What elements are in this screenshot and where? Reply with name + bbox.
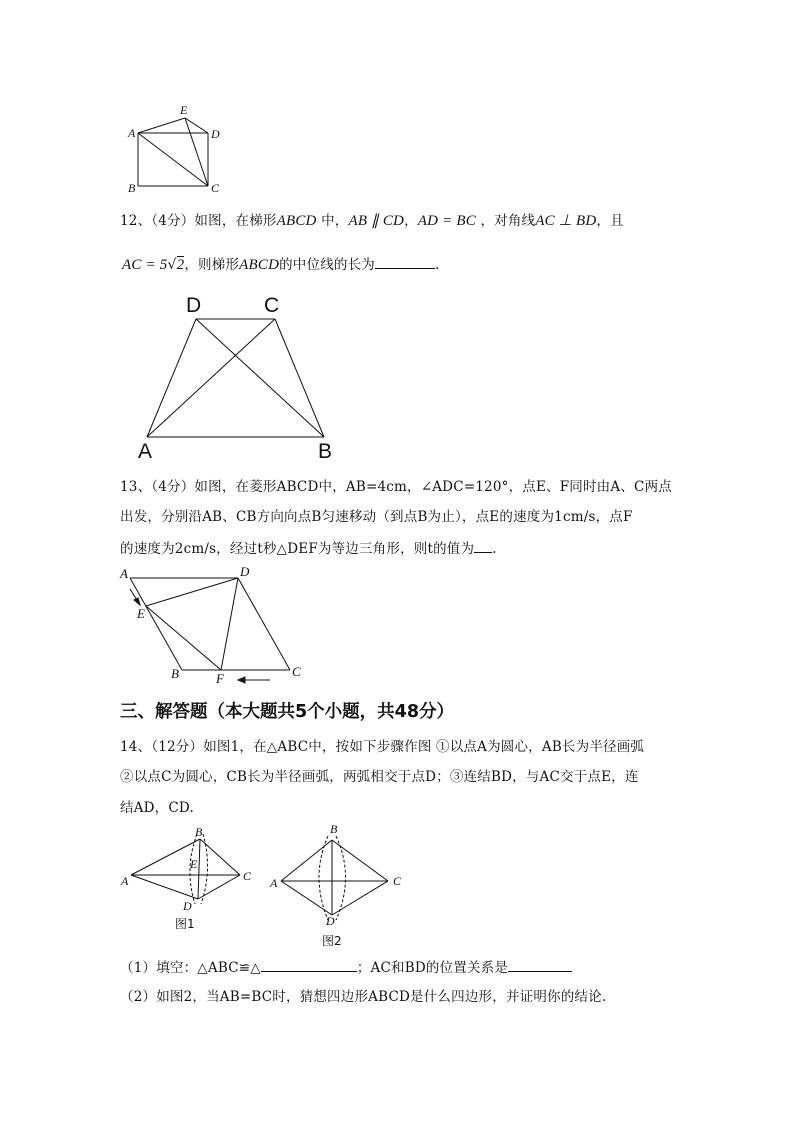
fig2-label-a: A xyxy=(270,876,278,890)
q14-line1: 14、（12分）如图1，在△ABC中，按如下步骤作图 ①以点A为圆心，AB长为半径画弧 xyxy=(120,739,645,755)
q12-mid2: ，对角线 xyxy=(475,213,536,229)
q13-label-f: F xyxy=(216,671,224,686)
q13-label-c: C xyxy=(292,664,301,679)
q12-cond3: AC ⊥ BD xyxy=(535,213,597,229)
q12-sqrt-sign: √ xyxy=(167,257,177,273)
q11-label-b: B xyxy=(128,181,136,195)
q14-line3: 结AD，CD. xyxy=(120,800,194,816)
q11-label-d: D xyxy=(211,127,220,141)
q13-label-d: D xyxy=(240,564,250,579)
q12-cond1: AB ∥ CD xyxy=(348,213,405,229)
q12-label-d: D xyxy=(186,294,202,317)
fig1-caption: 图1 xyxy=(175,917,195,931)
fig1-label-a: A xyxy=(121,874,129,888)
q12-abcd: ABCD xyxy=(276,213,317,229)
q11-label-c: C xyxy=(211,181,220,195)
q12-cond2: AD = BC xyxy=(417,213,476,229)
q13-label-e: E xyxy=(137,606,145,621)
q11-label-a: A xyxy=(128,126,136,140)
q13-label-b: B xyxy=(171,666,179,681)
fig1-label-d: D xyxy=(183,899,192,913)
q12-abcd2: ABCD xyxy=(239,257,280,273)
q12-sqrt-arg: 2 xyxy=(176,257,185,273)
q12-label-b: B xyxy=(318,440,333,463)
q13-line3-a: 的速度为2cm/s，经过t秒△DEF为等边三角形，则t的值为 xyxy=(120,541,475,557)
q14-part1-a: （1）填空：△ABC≌△ xyxy=(120,960,261,976)
q12-label-a: A xyxy=(138,440,153,463)
fig1-label-e: E xyxy=(190,857,198,871)
q14-part1 xyxy=(120,957,572,978)
q12-line2-mid: ，则梯形 xyxy=(184,257,240,273)
q11-label-e: E xyxy=(180,103,188,117)
q12-mid1: 中， xyxy=(316,213,349,229)
q14-part1-b: ；AC和BD的位置关系是 xyxy=(356,960,509,976)
q14-part2: （2）如图2，当AB=BC时，猜想四边形ABCD是什么四边形，并证明你的结论. xyxy=(120,989,607,1005)
fig1-label-c: C xyxy=(243,869,252,883)
fig2-label-c: C xyxy=(393,874,402,888)
fig1-label-b: B xyxy=(195,825,203,839)
q12-number: 12、（4分）如图，在梯形 xyxy=(120,213,277,229)
q12-period: . xyxy=(435,257,440,273)
q12-ac: AC = 5 xyxy=(122,257,168,273)
q12-end1: ，且 xyxy=(596,213,624,229)
q14-line2: ②以点C为圆心，CB长为半径画弧，两弧相交于点D；③连结BD，与AC交于点E，连 xyxy=(120,769,639,785)
q12-comma: ， xyxy=(404,213,418,229)
q13-line1: 13、（4分）如图，在菱形ABCD中，AB=4cm，∠ADC=120°，点E、F同时由A、C两点 xyxy=(120,479,672,495)
q13-line2: 出发，分别沿AB、CB方向向点B匀速移动（到点B为止），点E的速度为1cm/s，点F xyxy=(120,509,633,525)
q12-line2-end: 的中位线的长为 xyxy=(279,257,376,273)
q12-label-c: C xyxy=(264,294,280,317)
fig2-label-b: B xyxy=(330,822,338,836)
fig2-caption: 图2 xyxy=(322,934,342,948)
q13-label-a: A xyxy=(120,566,128,581)
q14-part1-blank2[interactable] xyxy=(508,957,572,972)
fig2-label-d: D xyxy=(326,914,335,928)
section-heading: 三、解答题（本大题共5个小题，共48分） xyxy=(120,702,455,722)
q13-line3-b: . xyxy=(492,541,497,557)
q14-part1-blank1[interactable] xyxy=(261,957,357,972)
